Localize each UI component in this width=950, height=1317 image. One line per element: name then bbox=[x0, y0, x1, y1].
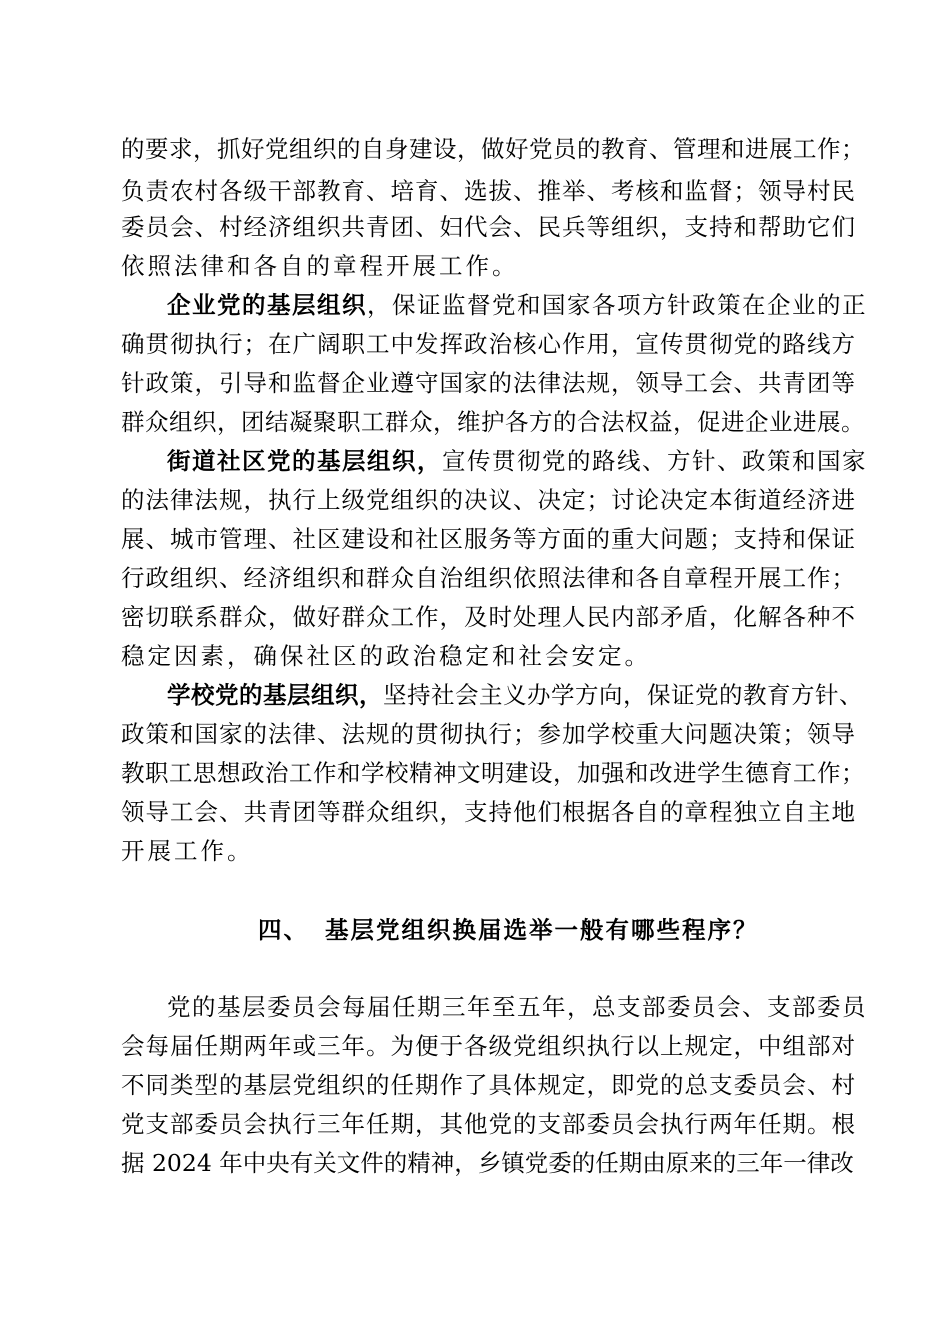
school-line-5: 开展工作。 bbox=[121, 837, 254, 865]
school-first-rest: 坚持社会主义办学方向，保证党的教育方针、 bbox=[383, 681, 863, 709]
rural-line-1: 的要求，抓好党组织的自身建设，做好党员的教育、管理和进展工作； bbox=[121, 135, 865, 163]
community-first-line bbox=[167, 446, 867, 476]
school-first-line bbox=[167, 680, 863, 710]
community-first-rest: 宣传贯彻党的路线、方针、政策和国家 bbox=[442, 447, 867, 475]
section-title: 基层党组织换届选举一般有哪些程序？ bbox=[325, 916, 759, 944]
enterprise-first-rest: ，保证监督党和国家各项方针政策在企业的正 bbox=[367, 291, 867, 319]
rural-line-4: 依照法律和各自的章程开展工作。 bbox=[121, 252, 519, 280]
rural-line-2: 负责农村各级干部教育、培育、选拔、推举、考核和监督；领导村民 bbox=[121, 177, 856, 205]
enterprise-line-4: 群众组织，团结凝聚职工群众，维护各方的合法权益，促进企业进展。 bbox=[121, 408, 865, 436]
school-lead: 学校党的基层组织， bbox=[167, 681, 383, 709]
community-line-6: 稳定因素，确保社区的政治稳定和社会安定。 bbox=[121, 642, 651, 670]
enterprise-line-2: 确贯彻执行；在广阔职工中发挥政治核心作用，宣传贯彻党的路线方 bbox=[121, 330, 856, 358]
school-line-3: 教职工思想政治工作和学校精神文明建设，加强和改进学生德育工作； bbox=[121, 759, 865, 787]
community-lead: 街道社区党的基层组织， bbox=[167, 447, 442, 475]
enterprise-lead: 企业党的基层组织 bbox=[167, 291, 367, 319]
school-line-4: 领导工会、共青团等群众组织，支持他们根据各自的章程独立自主地 bbox=[121, 798, 856, 826]
term-line-2: 会每届任期两年或三年。为便于各级党组织执行以上规定，中组部对 bbox=[121, 1032, 856, 1060]
section-number: 四、 bbox=[258, 916, 309, 944]
community-line-4: 行政组织、经济组织和群众自治组织依照法律和各自章程开展工作； bbox=[121, 564, 856, 592]
rural-line-3: 委员会、村经济组织共青团、妇代会、民兵等组织，支持和帮助它们 bbox=[121, 213, 856, 241]
community-line-3: 展、城市管理、社区建设和社区服务等方面的重大问题；支持和保证 bbox=[121, 525, 856, 553]
community-line-5: 密切联系群众，做好群众工作，及时处理人民内部矛盾，化解各种不 bbox=[121, 603, 856, 631]
term-line-1: 党的基层委员会每届任期三年至五年，总支部委员会、支部委员 bbox=[167, 993, 867, 1021]
term-line-3: 不同类型的基层党组织的任期作了具体规定，即党的总支委员会、村 bbox=[121, 1071, 856, 1099]
community-line-2: 的法律法规，执行上级党组织的决议、决定；讨论决定本街道经济进 bbox=[121, 486, 856, 514]
school-line-2: 政策和国家的法律、法规的贯彻执行；参加学校重大问题决策；领导 bbox=[121, 720, 856, 748]
enterprise-line-3: 针政策，引导和监督企业遵守国家的法律法规，领导工会、共青团等 bbox=[121, 369, 856, 397]
section-heading bbox=[258, 915, 759, 945]
enterprise-first-line bbox=[167, 290, 867, 320]
term-line-4: 党支部委员会执行三年任期，其他党的支部委员会执行两年任期。根 bbox=[121, 1110, 856, 1138]
term-line-5: 据 2024 年中央有关文件的精神，乡镇党委的任期由原来的三年一律改 bbox=[121, 1149, 854, 1177]
